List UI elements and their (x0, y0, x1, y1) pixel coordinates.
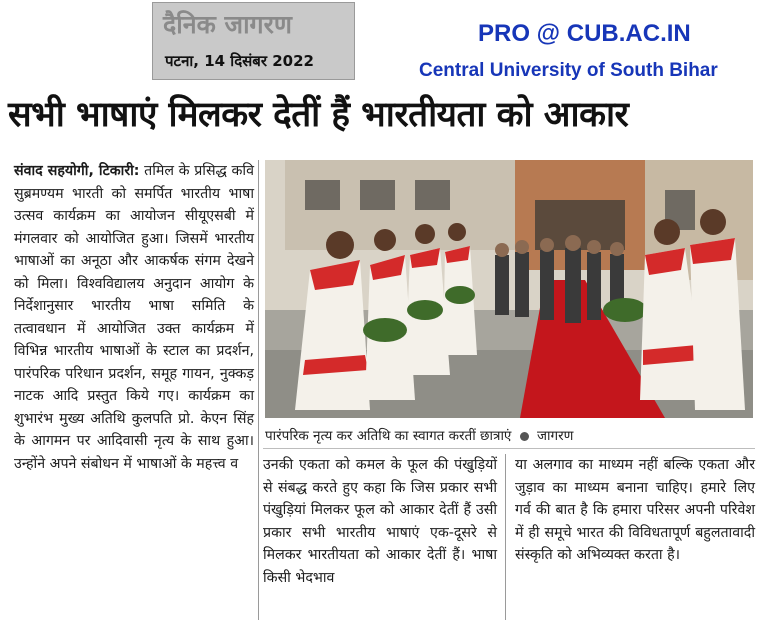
byline: संवाद सहयोगी, टिकारी: (14, 163, 140, 179)
newspaper-logo: दैनिक जागरण (163, 10, 292, 39)
article-column-middle (263, 454, 497, 589)
dance-scene-illustration (265, 160, 753, 418)
photo-caption (265, 426, 755, 444)
caption-separator (263, 448, 755, 449)
column-divider (258, 160, 259, 620)
pro-email: PRO @ CUB.AC.IN (478, 20, 691, 47)
newspaper-masthead (152, 2, 355, 80)
article-column-right (515, 454, 755, 567)
news-photo (265, 160, 753, 418)
credit-bullet-icon (520, 432, 529, 441)
article-text-left: तमिल के प्रसिद्ध कवि सुब्रमण्यम भारती को समर्पित भारतीय भाषा उत्सव कार्यक्रम का आयोजन सीयूएसबी में मंगलवार को आयोजित हुआ। जिसमें भारतीय भाषाओं का अनूठा और आकर्षक संगम देखने को मिला। विश्वविद्यालय अनुदान आयोग के निर्देशानुसार भारतीय भाषा समिति के तत्वावधान में आयोजित उक्त कार्यक्रम में विभिन्न भारतीय भाषाओं के स्टाल का प्रदर्शन, पारंपरिक परिधान प्रदर्शन, समूह गायन, नुक्कड़ नाटक आदि प्रस्तुत किये गए। कार्यक्रम का शुभारंभ मुख्य अतिथि कुलपति प्रो. केएन सिंह के आगमन पर आदिवासी नृत्य के साथ हुआ। उन्होंने अपने संबोधन में भाषाओं के महत्त्व व (14, 163, 254, 472)
headline: सभी भाषाएं मिलकर देतीं हैं भारतीयता को आकार (8, 95, 629, 135)
article-text-middle: उनकी एकता को कमल के फूल की पंखुड़ियों से संबद्ध करते हुए कहा कि जिस प्रकार सभी पंखुड़ियां मिलकर फूल को आकार देतीं हैं उसी प्रकार सभी भारतीय भाषाएं एक-दूसरे से मिलकर भारतीयता को आकार देतीं हैं। भाषा किसी भेदभाव (263, 457, 497, 586)
dateline: पटना, 14 दिसंबर 2022 (165, 52, 314, 70)
university-name: Central University of South Bihar (419, 60, 718, 81)
column-divider (505, 454, 506, 620)
article-text-right: या अलगाव का माध्यम नहीं बल्कि एकता और जुड़ाव का माध्यम बनाना चाहिए। हमारे लिए गर्व की बात है कि हमारा परिसर अपनी परिवेश में ही समूचे भारत की विविधतापूर्ण बहुलतावादी संस्कृति को अभिव्यक्त करता है। (515, 457, 755, 563)
photo-credit: जागरण (537, 428, 574, 444)
article-column-left (14, 160, 254, 475)
caption-text: पारंपरिक नृत्य कर अतिथि का स्वागत करतीं छात्राएं (265, 428, 512, 444)
